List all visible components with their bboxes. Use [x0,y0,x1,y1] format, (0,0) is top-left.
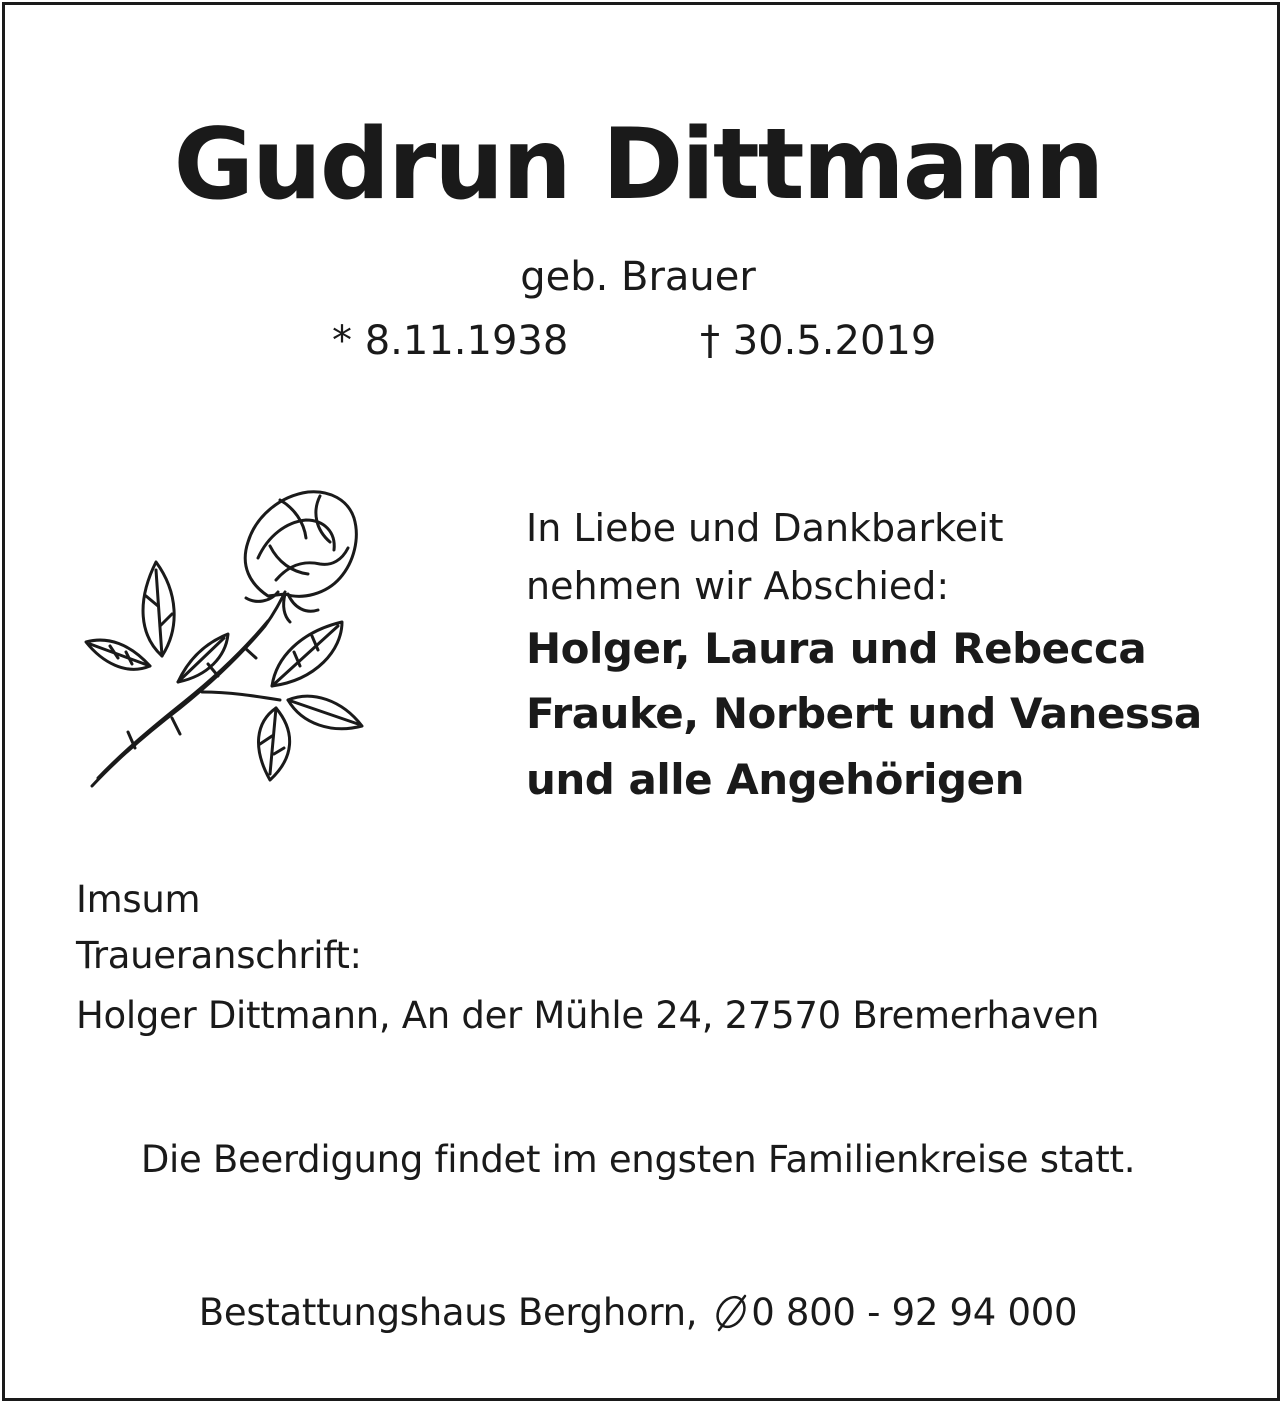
address-label: Traueranschrift: [76,934,362,977]
family-line-2: Frauke, Norbert und Vanessa [526,689,1202,738]
phone-handset-icon [711,1292,751,1332]
mourning-address: Holger Dittmann, An der Mühle 24, 27570 Bremerhaven [76,994,1100,1037]
rose-icon [80,486,370,802]
death-date: † 30.5.2019 [700,318,937,364]
undertaker-phone: 0 800 - 92 94 000 [751,1291,1078,1334]
family-line-1: Holger, Laura und Rebecca [526,624,1147,673]
place-name: Imsum [76,878,201,921]
maiden-name: geb. Brauer [520,254,756,300]
undertaker-name: Bestattungshaus Berghorn, [198,1291,698,1334]
message-line-2: nehmen wir Abschied: [526,564,950,608]
birth-date: * 8.11.1938 [332,318,569,364]
family-line-3: und alle Angehörigen [526,755,1024,804]
deceased-name: Gudrun Dittmann [173,108,1103,222]
funeral-note: Die Beerdigung findet im engsten Familienkreise statt. [140,1138,1136,1181]
undertaker-line [0,1291,1276,1334]
message-line-1: In Liebe und Dankbarkeit [526,506,1004,550]
